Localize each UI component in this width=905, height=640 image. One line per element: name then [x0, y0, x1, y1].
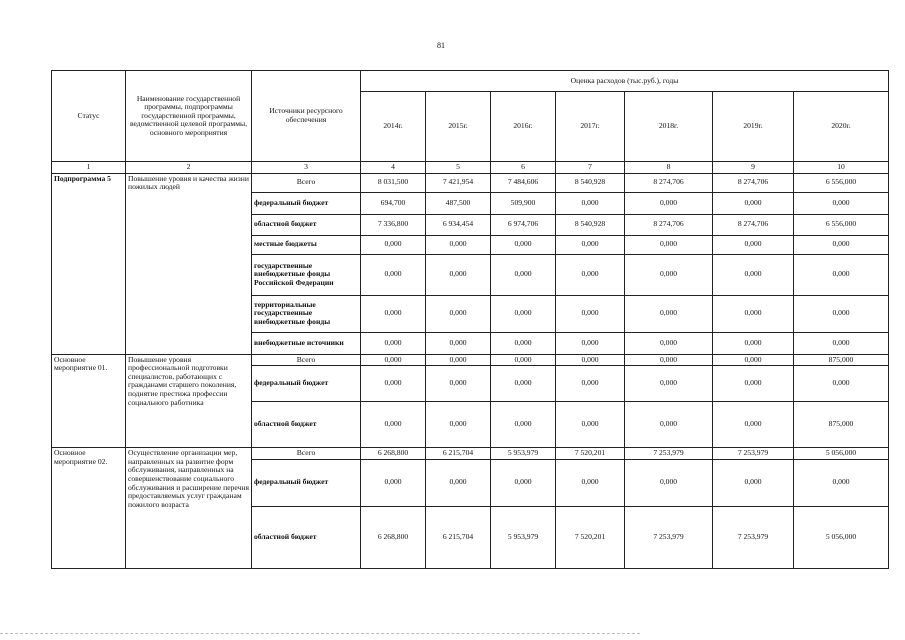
row-name: Повышение уровня и качества жизни пожилых людей: [126, 173, 252, 354]
value-cell: 0,000: [361, 332, 426, 354]
value-cell: 7 520,201: [556, 506, 625, 568]
value-cell: 0,000: [794, 459, 889, 506]
row-source: территориальные государственные внебюджетные фонды: [252, 295, 361, 332]
value-cell: 875,000: [794, 354, 889, 366]
value-cell: 0,000: [556, 366, 625, 402]
expenditure-table: [51, 70, 889, 569]
value-cell: 6 215,704: [426, 448, 491, 460]
header-year: 2020г.: [794, 92, 889, 162]
row-source: областной бюджет: [252, 214, 361, 235]
value-cell: 0,000: [713, 192, 794, 214]
value-cell: 0,000: [625, 402, 713, 448]
value-cell: 7 253,979: [625, 448, 713, 460]
value-cell: 694,700: [361, 192, 426, 214]
value-cell: 0,000: [625, 332, 713, 354]
value-cell: 0,000: [625, 192, 713, 214]
row-status: Подпрограмма 5: [52, 173, 126, 354]
value-cell: 0,000: [794, 192, 889, 214]
column-index: 10: [794, 162, 889, 174]
row-source: внебюджетные источники: [252, 332, 361, 354]
value-cell: 8 274,706: [625, 214, 713, 235]
column-index: 7: [556, 162, 625, 174]
header-year: 2015г.: [426, 92, 491, 162]
value-cell: 6 268,800: [361, 506, 426, 568]
value-cell: 0,000: [361, 235, 426, 254]
table-row: [52, 173, 889, 192]
header-year: 2017г.: [556, 92, 625, 162]
value-cell: 0,000: [713, 332, 794, 354]
header-year: 2018г.: [625, 92, 713, 162]
header-year: 2019г.: [713, 92, 794, 162]
value-cell: 0,000: [491, 295, 556, 332]
row-source: государственные внебюджетные фонды Российской Федерации: [252, 254, 361, 295]
page-bottom-rule: [0, 633, 640, 634]
value-cell: 0,000: [556, 459, 625, 506]
value-cell: 6 215,704: [426, 506, 491, 568]
value-cell: 0,000: [491, 235, 556, 254]
table-row: [52, 448, 889, 460]
value-cell: 0,000: [625, 354, 713, 366]
value-cell: 0,000: [625, 295, 713, 332]
value-cell: 0,000: [426, 402, 491, 448]
row-source: Всего: [252, 354, 361, 366]
column-index: 4: [361, 162, 426, 174]
header-estimate: Оценка расходов (тыс.руб.), годы: [361, 71, 889, 92]
row-source: местные бюджеты: [252, 235, 361, 254]
value-cell: 0,000: [491, 459, 556, 506]
value-cell: 8 031,500: [361, 173, 426, 192]
value-cell: 0,000: [361, 254, 426, 295]
value-cell: 8 274,706: [625, 173, 713, 192]
value-cell: 0,000: [361, 366, 426, 402]
row-name: Повышение уровня профессиональной подготовки специалистов, работающих с гражданами старшего поколения, поднятие престижа профессии социального работника: [126, 354, 252, 448]
value-cell: 8 274,706: [713, 214, 794, 235]
value-cell: 0,000: [625, 459, 713, 506]
value-cell: 487,500: [426, 192, 491, 214]
value-cell: 0,000: [556, 235, 625, 254]
value-cell: 0,000: [491, 254, 556, 295]
column-index: 6: [491, 162, 556, 174]
value-cell: 5 953,979: [491, 448, 556, 460]
value-cell: 8 274,706: [713, 173, 794, 192]
value-cell: 0,000: [556, 354, 625, 366]
value-cell: 0,000: [713, 295, 794, 332]
value-cell: 0,000: [491, 354, 556, 366]
value-cell: 0,000: [556, 332, 625, 354]
row-source: Всего: [252, 448, 361, 460]
value-cell: 0,000: [361, 402, 426, 448]
table-row: [52, 354, 889, 366]
header-status: Статус: [52, 71, 126, 162]
value-cell: 0,000: [426, 366, 491, 402]
value-cell: 0,000: [713, 354, 794, 366]
value-cell: 6 974,706: [491, 214, 556, 235]
value-cell: 0,000: [556, 192, 625, 214]
value-cell: 7 253,979: [713, 448, 794, 460]
value-cell: 0,000: [491, 402, 556, 448]
value-cell: 5 953,979: [491, 506, 556, 568]
value-cell: 6 934,454: [426, 214, 491, 235]
row-source: областной бюджет: [252, 402, 361, 448]
value-cell: 0,000: [625, 254, 713, 295]
column-index: 3: [252, 162, 361, 174]
value-cell: 0,000: [713, 235, 794, 254]
value-cell: 8 540,928: [556, 214, 625, 235]
value-cell: 7 253,979: [625, 506, 713, 568]
column-index: 5: [426, 162, 491, 174]
value-cell: 5 056,000: [794, 506, 889, 568]
value-cell: 5 056,000: [794, 448, 889, 460]
value-cell: 7 336,800: [361, 214, 426, 235]
row-source: Всего: [252, 173, 361, 192]
value-cell: 0,000: [713, 459, 794, 506]
value-cell: 875,000: [794, 402, 889, 448]
row-status: Основное мероприятие 01.: [52, 354, 126, 448]
value-cell: 0,000: [794, 366, 889, 402]
value-cell: 0,000: [556, 295, 625, 332]
row-source: федеральный бюджет: [252, 459, 361, 506]
value-cell: 0,000: [625, 235, 713, 254]
column-index: 1: [52, 162, 126, 174]
value-cell: 6 268,800: [361, 448, 426, 460]
value-cell: 0,000: [426, 235, 491, 254]
row-name: Осуществление организации мер, направленных на развитие форм обслуживания, направленных на совершенствование социального обслуживания и расширение перечня предоставляемых услуг гражданам пожилого возраста: [126, 448, 252, 569]
column-index: 9: [713, 162, 794, 174]
row-source: федеральный бюджет: [252, 192, 361, 214]
header-sources: Источники ресурсного обеспечения: [252, 71, 361, 162]
page-number: 81: [437, 41, 445, 50]
value-cell: 7 253,979: [713, 506, 794, 568]
value-cell: 0,000: [361, 354, 426, 366]
value-cell: 0,000: [556, 254, 625, 295]
value-cell: 0,000: [426, 459, 491, 506]
value-cell: 0,000: [556, 402, 625, 448]
value-cell: 7 520,201: [556, 448, 625, 460]
row-source: областной бюджет: [252, 506, 361, 568]
header-year: 2014г.: [361, 92, 426, 162]
value-cell: 0,000: [713, 254, 794, 295]
value-cell: 0,000: [491, 332, 556, 354]
value-cell: 0,000: [713, 366, 794, 402]
value-cell: 0,000: [491, 366, 556, 402]
value-cell: 8 540,928: [556, 173, 625, 192]
column-index-row: [52, 162, 889, 174]
row-source: федеральный бюджет: [252, 366, 361, 402]
value-cell: 0,000: [794, 332, 889, 354]
value-cell: 6 556,000: [794, 173, 889, 192]
value-cell: 0,000: [426, 254, 491, 295]
value-cell: 7 421,954: [426, 173, 491, 192]
value-cell: 0,000: [426, 295, 491, 332]
header-name: Наименование государственной программы, подпрограммы государственной программы, ведомственной целевой программы, основного мероприятия: [126, 71, 252, 162]
value-cell: 0,000: [794, 235, 889, 254]
value-cell: 0,000: [361, 459, 426, 506]
value-cell: 0,000: [426, 354, 491, 366]
value-cell: 0,000: [794, 295, 889, 332]
column-index: 2: [126, 162, 252, 174]
value-cell: 509,900: [491, 192, 556, 214]
value-cell: 0,000: [713, 402, 794, 448]
value-cell: 0,000: [361, 295, 426, 332]
row-status: Основное мероприятие 02.: [52, 448, 126, 569]
value-cell: 0,000: [426, 332, 491, 354]
value-cell: 0,000: [625, 366, 713, 402]
header-year: 2016г.: [491, 92, 556, 162]
column-index: 8: [625, 162, 713, 174]
value-cell: 7 484,606: [491, 173, 556, 192]
value-cell: 0,000: [794, 254, 889, 295]
value-cell: 6 556,000: [794, 214, 889, 235]
